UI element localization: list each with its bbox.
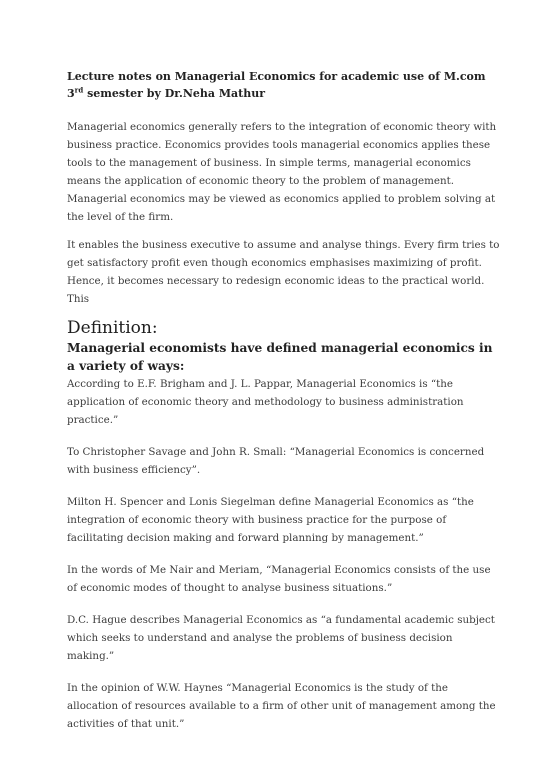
definition-nair-meriam: In the words of Me Nair and Meriam, “Managerial Economics consists of the use of economic modes of thought to analyse business situations.” bbox=[67, 564, 491, 594]
heading-text: Lecture notes on Managerial Economics for academic use of M.com 3 bbox=[67, 70, 486, 100]
definition-brigham-pappar: According to E.F. Brigham and J. L. Pappar, Managerial Economics is “the application of economic theory and methodology to business administration practice.” bbox=[67, 378, 464, 426]
definition-spencer-siegelman: Milton H. Spencer and Lonis Siegelman define Managerial Economics as “the integration of economic theory with business practice for the purpose of facilitating decision making and forward planning by management.” bbox=[67, 496, 474, 544]
definition-hague: D.C. Hague describes Managerial Economics as “a fundamental academic subject which seeks to understand and analyse the problems of business decision making.” bbox=[67, 614, 495, 662]
definition-savage-small: To Christopher Savage and John R. Small: “Managerial Economics is concerned with business efficiency”. bbox=[67, 446, 485, 476]
intro-paragraph-2: It enables the business executive to assume and analyse things. Every firm tries to get satisfactory profit even though economics emphasises maximizing of profit. Hence, it becomes necessary to redesign economic ideas to the practical world. This bbox=[67, 239, 500, 305]
intro-paragraph-1: Managerial economics generally refers to the integration of economic theory with business practice. Economics provides tools managerial economics applies these tools to the management of business. In simple terms, managerial economics means the application of economic theory to the problem of management. Managerial economics may be viewed as economics applied to problem solving at the level of the firm. bbox=[67, 121, 497, 223]
heading-superscript: rd bbox=[74, 85, 84, 95]
definition-title: Definition: bbox=[67, 318, 158, 338]
definition-subtitle: Managerial economists have defined managerial economics in a variety of ways: bbox=[67, 341, 493, 373]
heading-text-continued: semester by Dr.Neha Mathur bbox=[83, 87, 266, 100]
definition-haynes: In the opinion of W.W. Haynes “Managerial Economics is the study of the allocation of resources available to a firm of other unit of management among the activities of that unit.” bbox=[67, 682, 496, 730]
document-heading bbox=[67, 68, 500, 102]
